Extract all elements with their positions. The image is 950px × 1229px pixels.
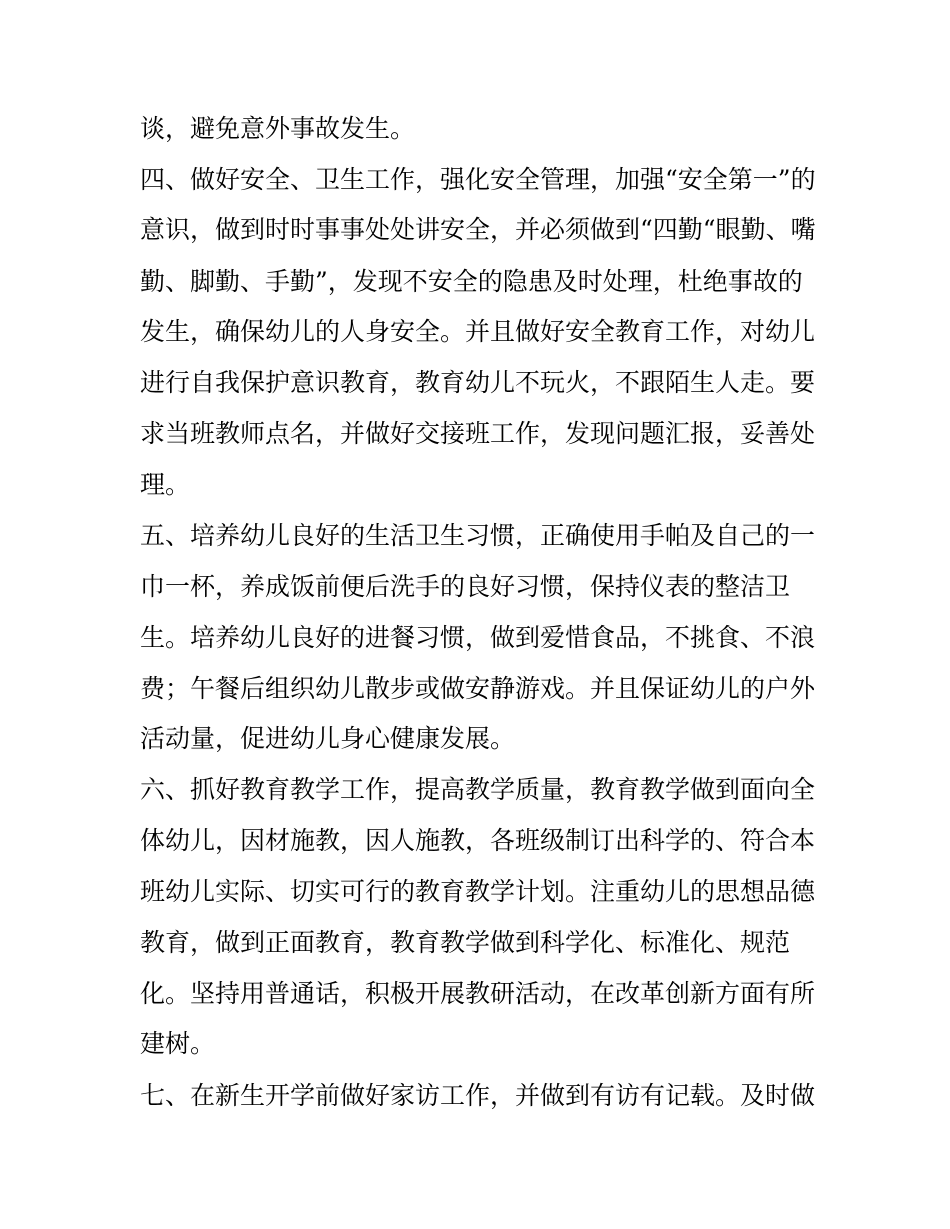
text-line: 六、抓好教育教学工作，提高教学质量，教育教学做到面向全 (140, 775, 816, 804)
text-line: 进行自我保护意识教育，教育幼儿不玩火，不跟陌生人走。要 (140, 368, 816, 397)
text-line: 勤、脚勤、手勤”，发现不安全的隐患及时处理，杜绝事故的 (140, 267, 803, 296)
text-line: 建树。 (140, 1029, 216, 1058)
text-line: 化。坚持用普通话，积极开展教研活动，在改革创新方面有所 (140, 979, 816, 1008)
text-line: 巾一杯，养成饭前便后洗手的良好习惯，保持仪表的整洁卫 (140, 572, 791, 601)
text-line: 发生，确保幼儿的人身安全。并且做好安全教育工作，对幼儿 (140, 317, 816, 346)
text-line: 五、培养幼儿良好的生活卫生习惯，正确使用手帕及自己的一 (140, 521, 816, 550)
text-line: 求当班教师点名，并做好交接班工作，发现问题汇报，妥善处 (140, 419, 816, 448)
text-line: 理。 (140, 470, 191, 499)
text-line: 意识，做到时时事事处处讲安全，并必须做到“四勤“眼勤、嘴 (140, 215, 816, 244)
text-line: 生。培养幼儿良好的进餐习惯，做到爱惜食品，不挑食、不浪 (140, 623, 816, 652)
text-line: 教育，做到正面教育，教育教学做到科学化、标准化、规范 (140, 928, 791, 957)
text-line: 体幼儿，因材施教，因人施教，各班级制订出科学的、符合本 (140, 826, 816, 855)
text-line: 四、做好安全、卫生工作，强化安全管理，加强“安全第一”的 (140, 165, 816, 194)
text-line: 活动量，促进幼儿身心健康发展。 (140, 724, 516, 753)
text-line: 七、在新生开学前做好家访工作，并做到有访有记载。及时做 (140, 1081, 816, 1110)
text-line: 班幼儿实际、切实可行的教育教学计划。注重幼儿的思想品德 (140, 877, 816, 906)
text-line: 谈，避免意外事故发生。 (140, 114, 416, 143)
text-line: 费；午餐后组织幼儿散步或做安静游戏。并且保证幼儿的户外 (140, 674, 816, 703)
